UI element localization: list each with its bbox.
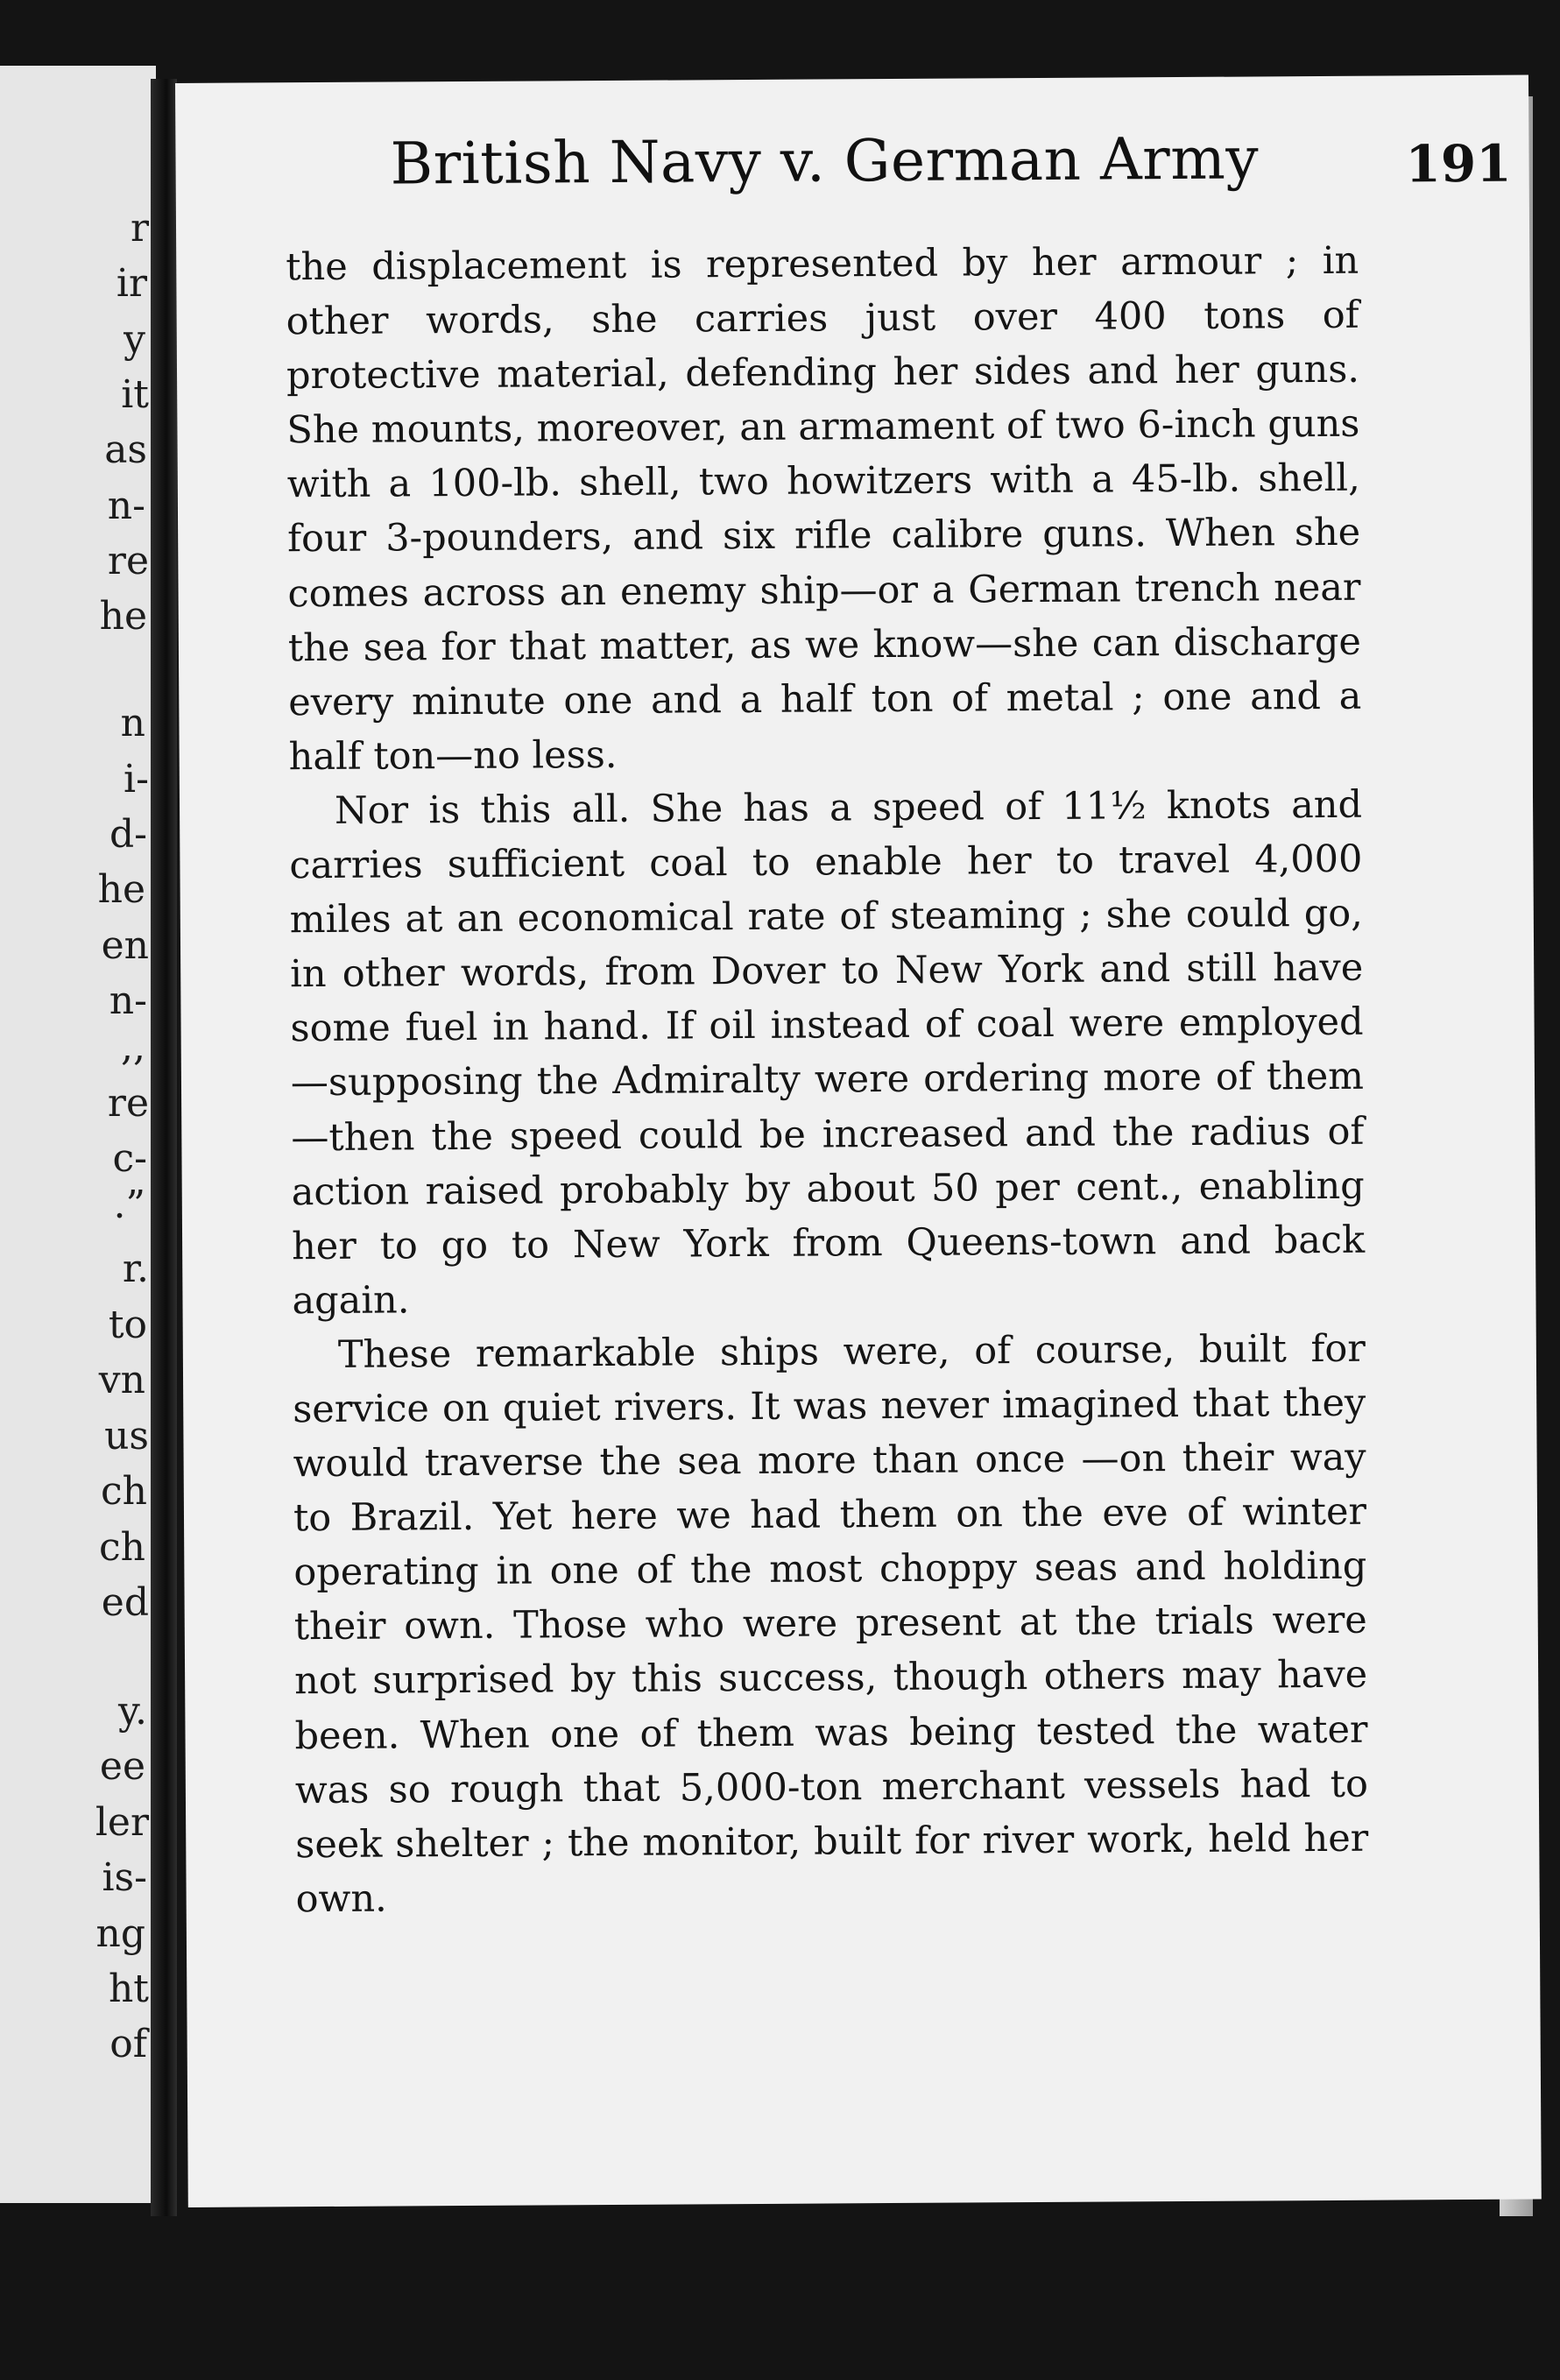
left-page-fragment: ed	[101, 1580, 149, 1625]
left-page-fragment: r.	[122, 1246, 149, 1291]
left-page-fragment: .”	[113, 1183, 145, 1227]
left-page-fragment: us	[104, 1414, 149, 1458]
left-page-fragment: n-	[109, 978, 147, 1023]
left-page-fragment: to	[108, 1303, 147, 1347]
body-text	[286, 234, 1369, 1926]
paragraph: the displacement is represented by her armour ; in other words, she carries just over 400 tons of protective material, defending her sides and her guns. She mounts, moreover, an armament of two 6-inch guns with a 100-lb. shell, two howitzers with a 45-lb. shell, four 3-pounders, and six rifle calibre guns. When she comes across an enemy ship—or a German trench near the sea for that matter, as we know—she can discharge every minute one and a half ton of metal ; one and a half ton—no less.	[286, 238, 1362, 780]
left-page-fragment: ch	[101, 1469, 147, 1514]
left-page-fragment: n-	[107, 484, 145, 528]
left-page-fragment: ler	[95, 1800, 149, 1845]
running-head	[390, 124, 1512, 209]
left-page-fragment: it	[121, 372, 149, 417]
left-facing-page	[0, 66, 156, 2203]
left-page-fragment: n	[120, 701, 145, 745]
paragraph: Nor is this all. She has a speed of 11½ knots and carries sufficient coal to enable her to travel 4,000 miles at an economical rate of steaming ; she could go, in other words, from Dover to New York and still have some fuel in hand. If oil instead of coal were employed—supposing the Admiralty were ordering more of them—then the speed could be increased and the radius of action raised probably by about 50 per cent., enabling her to go to New York from Queens-town and back again.	[289, 782, 1366, 1323]
left-page-fragment: re	[107, 539, 149, 583]
left-page-fragment: he	[97, 867, 145, 912]
left-page-fragment: as	[104, 427, 147, 472]
left-page-fragment: he	[99, 594, 147, 639]
left-page-fragment: is-	[102, 1855, 147, 1900]
left-page-fragment: ir	[116, 261, 147, 306]
left-page-fragment: vn	[98, 1358, 145, 1402]
left-page-fragment: i-	[124, 757, 149, 802]
left-page-fragment: en	[101, 923, 149, 968]
left-page-fragment: ch	[99, 1525, 145, 1570]
left-page-fragment: ee	[99, 1744, 145, 1789]
left-page-fragment: ng	[95, 1911, 145, 1956]
left-page-fragment: d-	[109, 812, 147, 857]
page-number: 191	[1405, 133, 1512, 194]
left-page-fragment: y	[124, 317, 145, 362]
book-gutter	[151, 79, 177, 2216]
left-page-fragment: of	[109, 2022, 147, 2066]
left-page-fragment: y.	[118, 1689, 147, 1734]
running-head-title: British Navy v. German Army	[390, 124, 1260, 198]
left-page-fragment: re	[107, 1081, 149, 1126]
left-page-fragment: c-	[112, 1136, 147, 1181]
left-page-fragment: r	[130, 206, 149, 251]
paragraph: These remarkable ships were, of course, built for service on quiet rivers. It was never imagined that they would traverse the sea more than once —on their way to Brazil. Yet here we had them on the eve of winter operating in one of the most choppy seas and holding their own. Those who were present at the trials were not surprised by this success, though others may have been. When one of them was being tested the water was so rough that 5,000-ton merchant vessels had to seek shelter ; the monitor, built for river work, held her own.	[293, 1326, 1369, 1922]
left-page-fragment: ,,	[121, 1025, 145, 1070]
book-page	[175, 75, 1542, 2207]
left-page-fragment: ht	[108, 1967, 149, 2011]
